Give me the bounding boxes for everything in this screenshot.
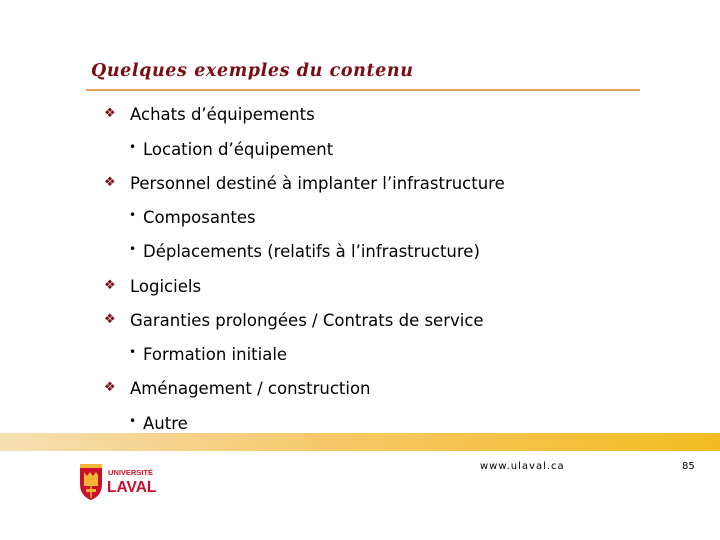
dot-bullet-icon: • xyxy=(129,140,137,154)
bullet-text: Personnel destiné à implanter l’infrastructure xyxy=(130,174,505,193)
logo-line2: LAVAL xyxy=(107,479,157,496)
bullet-item xyxy=(104,277,202,296)
diamond-bullet-icon: ❖ xyxy=(104,278,116,293)
sub-bullet-item xyxy=(129,414,188,433)
sub-bullet-text: Composantes xyxy=(143,208,256,227)
diamond-bullet-icon: ❖ xyxy=(104,106,116,121)
dot-bullet-icon: • xyxy=(129,208,137,222)
bullet-item xyxy=(104,311,484,330)
page-number: 85 xyxy=(682,461,695,472)
sub-bullet-item xyxy=(129,345,288,364)
sub-bullet-item xyxy=(129,208,256,227)
sub-bullet-text: Autre xyxy=(143,414,188,433)
crest-icon xyxy=(78,462,168,502)
sub-bullet-text: Formation initiale xyxy=(143,345,288,364)
footer-url: www.ulaval.ca xyxy=(480,461,565,472)
bullet-text: Logiciels xyxy=(130,277,202,296)
dot-bullet-icon: • xyxy=(129,414,137,428)
sub-bullet-item xyxy=(129,242,480,261)
bullet-item xyxy=(104,174,505,193)
university-logo xyxy=(78,462,168,502)
diamond-bullet-icon: ❖ xyxy=(104,175,116,190)
bullet-item xyxy=(104,379,371,398)
dot-bullet-icon: • xyxy=(129,242,137,256)
logo-line1: UNIVERSITÉ xyxy=(108,468,154,477)
dot-bullet-icon: • xyxy=(129,345,137,359)
slide-title: Quelques exemples du contenu xyxy=(91,61,414,81)
bullet-text: Garanties prolongées / Contrats de service xyxy=(130,311,484,330)
sub-bullet-text: Location d’équipement xyxy=(143,140,334,159)
sub-bullet-text: Déplacements (relatifs à l’infrastructure) xyxy=(143,242,480,261)
sub-bullet-item xyxy=(129,140,334,159)
diamond-bullet-icon: ❖ xyxy=(104,312,116,327)
bullet-text: Aménagement / construction xyxy=(130,379,371,398)
bullet-text: Achats d’équipements xyxy=(130,105,315,124)
bullet-item xyxy=(104,105,315,124)
diamond-bullet-icon: ❖ xyxy=(104,380,116,395)
footer-band xyxy=(0,433,720,451)
